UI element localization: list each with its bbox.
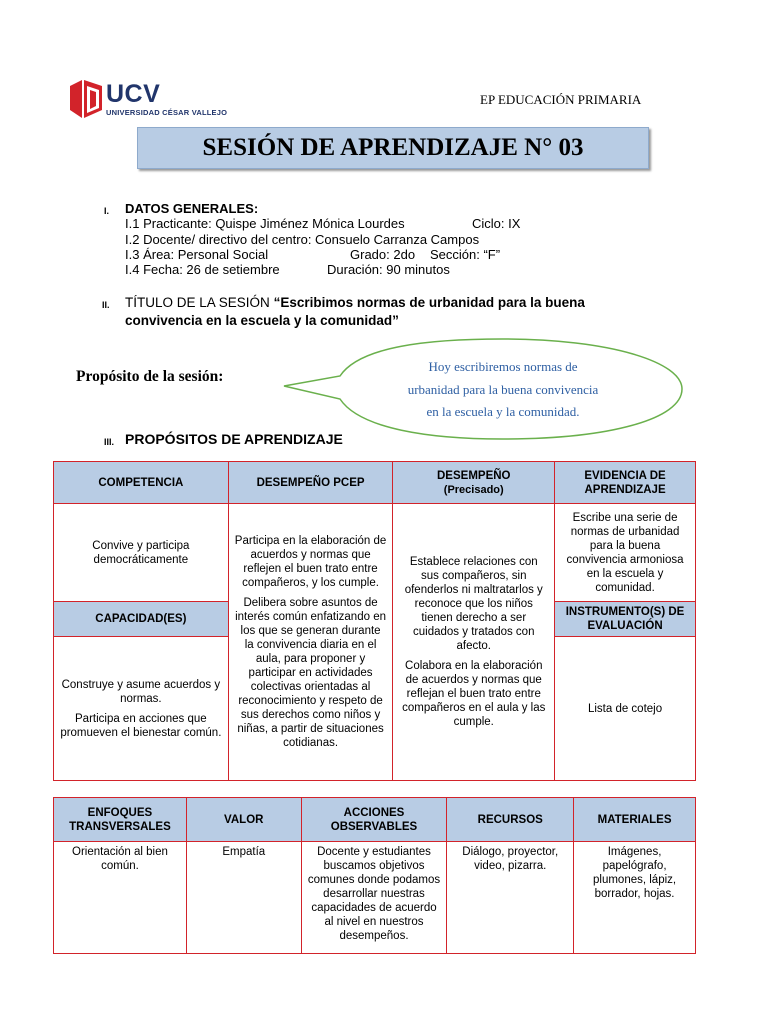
datos-seccion: Sección: “F”: [430, 247, 501, 262]
cell-desempeno-pcep: [228, 504, 393, 781]
cell-materiales: Imágenes, papelógrafo, plumones, lápiz, borrador, hojas.: [574, 842, 696, 954]
header-valor: VALOR: [186, 798, 301, 842]
precisado-paragraph-2: Colabora en la elaboración de acuerdos y normas que reflejan el buen trato entre compañeros en el aula y las cumple.: [402, 660, 546, 728]
table-row: [54, 462, 696, 504]
table-row: [54, 798, 696, 842]
session-title-text1: “Escribimos normas de urbanidad para la buena: [273, 295, 585, 310]
cell-capacidad: [54, 637, 229, 781]
capacidad-paragraph-2: Participa en acciones que promueven el bienestar común.: [60, 712, 222, 739]
section-number-1: I.: [104, 206, 110, 216]
datos-duracion: Duración: 90 minutos: [327, 262, 450, 277]
datos-ciclo: Ciclo: IX: [472, 216, 521, 231]
pcep-paragraph-1: Participa en la elaboración de acuerdos y normas que reflejen el buen trato entre compañeros, y los cumple.: [234, 535, 387, 589]
program-name: EP EDUCACIÓN PRIMARIA: [480, 92, 642, 107]
cell-acciones: Docente y estudiantes buscamos objetivos comunes donde podamos desarrollar nuestras capacidades de acuerdo al nivel en nuestros desempeños.: [301, 842, 447, 954]
datos-grado: Grado: 2do: [350, 247, 416, 262]
header-enfoques: ENFOQUES TRANSVERSALES: [54, 798, 187, 842]
header-acciones: ACCIONES OBSERVABLES: [301, 798, 447, 842]
propositos-table: [53, 461, 696, 781]
datos-fecha: I.4 Fecha: 26 de setiembre: [125, 262, 280, 277]
header-recursos: RECURSOS: [447, 798, 574, 842]
header-evidencia: EVIDENCIA DE APRENDIZAJE: [555, 462, 696, 504]
header-materiales: MATERIALES: [574, 798, 696, 842]
bubble-line-3: en la escuela y la comunidad.: [426, 404, 580, 419]
page-title: SESIÓN DE APRENDIZAJE N° 03: [137, 127, 649, 169]
session-title-line1: [125, 295, 585, 310]
session-title-line2: convivencia en la escuela y la comunidad”: [125, 313, 399, 328]
cell-recursos: Diálogo, proyector, video, pizarra.: [447, 842, 574, 954]
logo-subtitle: UNIVERSIDAD CÉSAR VALLEJO: [106, 108, 228, 117]
cell-competencia: Convive y participa democráticamente: [54, 504, 229, 602]
bubble-line-1: Hoy escribiremos normas de: [428, 359, 578, 374]
section-number-2: II.: [102, 300, 110, 310]
datos-docente: I.2 Docente/ directivo del centro: Consuelo Carranza Campos: [125, 232, 480, 247]
header-precisado-label: (Precisado): [443, 483, 504, 496]
datos-practicante: I.1 Practicante: Quispe Jiménez Mónica Lourdes: [125, 216, 405, 231]
section-number-3: III.: [104, 437, 115, 447]
proposito-bubble: [368, 356, 638, 424]
bubble-line-2: urbanidad para la buena convivencia: [407, 381, 599, 397]
datos-heading: DATOS GENERALES:: [125, 201, 259, 216]
header-competencia: COMPETENCIA: [54, 462, 229, 504]
header-desempeno-pcep: DESEMPEÑO PCEP: [228, 462, 393, 504]
cell-enfoque: Orientación al bien común.: [54, 842, 187, 954]
enfoques-table: [53, 797, 696, 954]
table-row: [54, 842, 696, 954]
capacidad-paragraph-1: Construye y asume acuerdos y normas.: [61, 678, 221, 705]
header-capacidad: CAPACIDAD(ES): [54, 602, 229, 637]
proposito-label: Propósito de la sesión:: [76, 368, 224, 385]
header-desempeno-label: DESEMPEÑO: [437, 469, 511, 482]
ucv-shield-icon: [68, 80, 104, 120]
table-row: [54, 504, 696, 602]
ucv-logo: [68, 80, 228, 120]
cell-desempeno-precisado: [393, 504, 555, 781]
cell-valor: Empatía: [186, 842, 301, 954]
cell-instrumento: Lista de cotejo: [555, 637, 696, 781]
logo-name: UCV: [106, 80, 161, 108]
propositos-heading: PROPÓSITOS DE APRENDIZAJE: [125, 431, 343, 447]
session-title-label: TÍTULO DE LA SESIÓN: [125, 295, 270, 310]
precisado-paragraph-1: Establece relaciones con sus compañeros, sin ofenderlos ni maltratarlos y reconoce que los niños tienen derecho a ser cuidados y tratados con afecto.: [404, 556, 543, 652]
pcep-paragraph-2: Delibera sobre asuntos de interés común enfatizando en los que se generan durante la convivencia diaria en el aula, para proponer y participar en actividades colectivas orientadas al reconocimiento y respeto de sus derechos como niños y niñas, a partir de situaciones cotidianas.: [235, 597, 386, 749]
header-instrumento: INSTRUMENTO(S) DE EVALUACIÓN: [555, 602, 696, 637]
header-desempeno-precisado: [393, 462, 555, 504]
datos-area: I.3 Área: Personal Social: [125, 247, 269, 262]
cell-evidencia: Escribe una serie de normas de urbanidad para la buena convivencia armoniosa en la escuela y comunidad.: [555, 504, 696, 602]
